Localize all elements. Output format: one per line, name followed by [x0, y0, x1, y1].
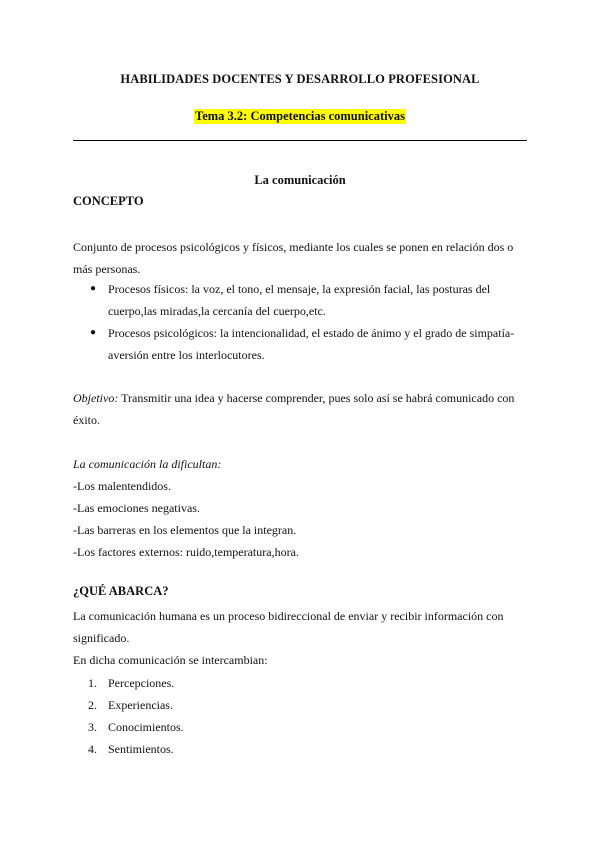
- exchange-list: [73, 672, 184, 760]
- list-item: -Las emociones negativas.: [73, 501, 200, 515]
- list-item: [73, 322, 528, 366]
- processes-list: [73, 278, 528, 366]
- bullet-icon: ●: [90, 283, 97, 294]
- document-subtitle: Tema 3.2: Competencias comunicativas: [195, 109, 405, 123]
- definition-paragraph: Conjunto de procesos psicológicos y físicos, mediante los cuales se ponen en relación dos o más personas.: [73, 240, 514, 276]
- item-number: 4.: [88, 742, 97, 756]
- item-text: Sentimientos.: [108, 742, 174, 756]
- objective-text: Transmitir una idea y hacerse comprender, pues solo así se habrá comunicado con éxito.: [73, 391, 515, 427]
- subtitle-wrapper: [0, 107, 600, 125]
- item-text: Experiencias.: [108, 698, 173, 712]
- document-title: HABILIDADES DOCENTES Y DESARROLLO PROFESIONAL: [120, 72, 480, 86]
- item-text: Conocimientos.: [108, 720, 184, 734]
- list-item: [73, 738, 184, 760]
- objective-label: Objetivo:: [73, 391, 119, 405]
- list-item: -Las barreras en los elementos que la integran.: [73, 523, 297, 537]
- bullet-icon: ●: [90, 327, 97, 338]
- section-title: La comunicación: [254, 173, 346, 187]
- list-item: -Los factores externos: ruido,temperatura,hora.: [73, 545, 299, 559]
- bullet-text: Procesos físicos: la voz, el tono, el mensaje, la expresión facial, las posturas del cuerpo,las miradas,la cercanía del cuerpo,etc.: [108, 282, 491, 318]
- item-number: 3.: [88, 720, 97, 734]
- objective-paragraph: [73, 387, 528, 431]
- list-item: [73, 694, 184, 716]
- scope-intro: En dicha comunicación se intercambian:: [73, 653, 268, 667]
- bullet-text: Procesos psicológicos: la intencionalidad, el estado de ánimo y el grado de simpatía-aversión entre los interlocutores.: [108, 326, 515, 362]
- item-number: 1.: [88, 676, 97, 690]
- item-text: Percepciones.: [108, 676, 175, 690]
- list-item: -Los malentendidos.: [73, 479, 171, 493]
- horizontal-divider: [73, 140, 527, 141]
- item-number: 2.: [88, 698, 97, 712]
- concept-heading: CONCEPTO: [73, 194, 144, 208]
- list-item: [73, 716, 184, 738]
- difficulties-title: La comunicación la dificultan:: [73, 457, 222, 471]
- difficulties-list: [73, 475, 299, 563]
- list-item: [73, 672, 184, 694]
- scope-paragraph: La comunicación humana es un proceso bidireccional de enviar y recibir información con significado.: [73, 609, 504, 645]
- list-item: [73, 278, 528, 322]
- scope-heading: ¿QUÉ ABARCA?: [73, 584, 169, 598]
